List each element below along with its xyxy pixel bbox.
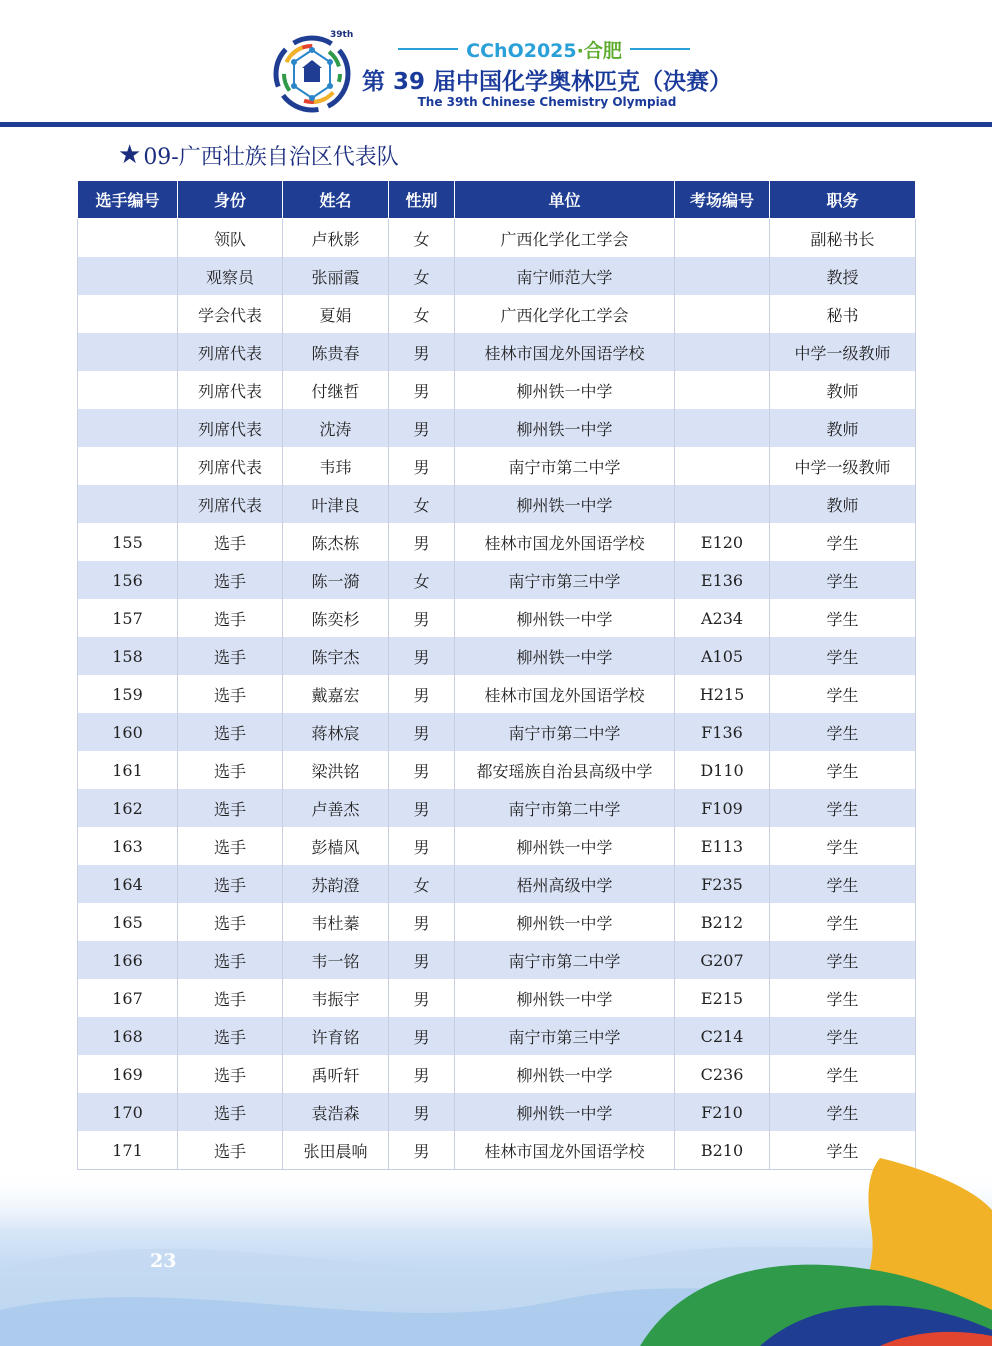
gender-cell: 男 [389, 333, 455, 371]
gender-cell: 男 [389, 1093, 455, 1131]
name-cell: 韦一铭 [283, 941, 389, 979]
participant-id-cell [78, 333, 178, 371]
exam-room-cell: C214 [675, 1017, 770, 1055]
gender-cell: 男 [389, 599, 455, 637]
name-cell: 陈贵春 [283, 333, 389, 371]
role-cell: 列席代表 [178, 371, 283, 409]
position-cell: 学生 [770, 1093, 916, 1131]
name-cell: 袁浩森 [283, 1093, 389, 1131]
role-cell: 选手 [178, 713, 283, 751]
position-cell: 学生 [770, 599, 916, 637]
role-cell: 选手 [178, 1017, 283, 1055]
table-row [78, 599, 916, 637]
gender-cell: 男 [389, 751, 455, 789]
position-cell: 学生 [770, 865, 916, 903]
table-row [78, 675, 916, 713]
participant-id-cell: 157 [78, 599, 178, 637]
page-header [0, 0, 992, 128]
position-cell: 学生 [770, 561, 916, 599]
role-cell: 列席代表 [178, 485, 283, 523]
name-cell: 韦玮 [283, 447, 389, 485]
table-row [78, 713, 916, 751]
position-cell: 学生 [770, 713, 916, 751]
table-row [78, 219, 916, 258]
institution-cell: 柳州铁一中学 [455, 371, 675, 409]
table-row [78, 1055, 916, 1093]
role-cell: 选手 [178, 637, 283, 675]
participant-id-cell: 161 [78, 751, 178, 789]
exam-room-cell: F235 [675, 865, 770, 903]
gender-cell: 男 [389, 409, 455, 447]
position-cell: 学生 [770, 1055, 916, 1093]
name-cell: 禹听轩 [283, 1055, 389, 1093]
position-cell: 中学一级教师 [770, 447, 916, 485]
exam-room-cell: C236 [675, 1055, 770, 1093]
exam-room-cell: E215 [675, 979, 770, 1017]
exam-room-cell [675, 333, 770, 371]
gender-cell: 男 [389, 675, 455, 713]
participant-id-cell [78, 409, 178, 447]
gender-cell: 女 [389, 561, 455, 599]
column-header: 职务 [770, 181, 916, 219]
column-header: 选手编号 [78, 181, 178, 219]
column-header: 身份 [178, 181, 283, 219]
role-cell: 选手 [178, 1055, 283, 1093]
name-cell: 陈宇杰 [283, 637, 389, 675]
name-cell: 付继哲 [283, 371, 389, 409]
institution-cell: 都安瑶族自治县高级中学 [455, 751, 675, 789]
gender-cell: 男 [389, 789, 455, 827]
role-cell: 选手 [178, 675, 283, 713]
participant-id-cell: 162 [78, 789, 178, 827]
position-cell: 教师 [770, 371, 916, 409]
exam-room-cell: G207 [675, 941, 770, 979]
table-row [78, 827, 916, 865]
footer-decoration [0, 1150, 992, 1346]
table-row [78, 751, 916, 789]
role-cell: 选手 [178, 523, 283, 561]
institution-cell: 广西化学化工学会 [455, 219, 675, 258]
name-cell: 陈杰栋 [283, 523, 389, 561]
event-title-en: The 39th Chinese Chemistry Olympiad [417, 95, 677, 109]
role-cell: 列席代表 [178, 409, 283, 447]
institution-cell: 桂林市国龙外国语学校 [455, 523, 675, 561]
role-cell: 学会代表 [178, 295, 283, 333]
institution-cell: 柳州铁一中学 [455, 1055, 675, 1093]
exam-room-cell [675, 371, 770, 409]
gender-cell: 男 [389, 903, 455, 941]
logo-superscript: 39th [330, 30, 354, 40]
role-cell: 选手 [178, 1131, 283, 1170]
name-cell: 彭樯风 [283, 827, 389, 865]
role-cell: 选手 [178, 827, 283, 865]
participant-id-cell: 163 [78, 827, 178, 865]
position-cell: 学生 [770, 637, 916, 675]
position-cell: 学生 [770, 979, 916, 1017]
column-header: 单位 [455, 181, 675, 219]
team-roster-table [77, 180, 916, 1170]
gender-cell: 男 [389, 1055, 455, 1093]
role-cell: 选手 [178, 599, 283, 637]
event-title-cn: 第 39 届中国化学奥林匹克（决赛） [362, 69, 733, 95]
name-cell: 戴嘉宏 [283, 675, 389, 713]
name-cell: 陈一漪 [283, 561, 389, 599]
position-cell: 教师 [770, 409, 916, 447]
exam-room-cell: A105 [675, 637, 770, 675]
gender-cell: 男 [389, 523, 455, 561]
name-cell: 韦杜蓁 [283, 903, 389, 941]
role-cell: 选手 [178, 1093, 283, 1131]
position-cell: 学生 [770, 751, 916, 789]
institution-cell: 桂林市国龙外国语学校 [455, 1131, 675, 1170]
table-body [78, 219, 916, 1170]
institution-cell: 南宁市第二中学 [455, 941, 675, 979]
star-icon: ★ [118, 140, 142, 170]
exam-room-cell: F136 [675, 713, 770, 751]
position-cell: 学生 [770, 1017, 916, 1055]
gender-cell: 男 [389, 941, 455, 979]
event-title-main: CChO2025 [466, 39, 577, 62]
exam-room-cell: E120 [675, 523, 770, 561]
institution-cell: 南宁市第二中学 [455, 447, 675, 485]
role-cell: 选手 [178, 789, 283, 827]
exam-room-cell [675, 295, 770, 333]
name-cell: 张丽霞 [283, 257, 389, 295]
table-row [78, 523, 916, 561]
gender-cell: 女 [389, 295, 455, 333]
participant-id-cell: 167 [78, 979, 178, 1017]
table-row [78, 485, 916, 523]
exam-room-cell: H215 [675, 675, 770, 713]
position-cell: 学生 [770, 1131, 916, 1170]
participant-id-cell: 159 [78, 675, 178, 713]
exam-room-cell: D110 [675, 751, 770, 789]
exam-room-cell: B210 [675, 1131, 770, 1170]
institution-cell: 广西化学化工学会 [455, 295, 675, 333]
position-cell: 副秘书长 [770, 219, 916, 258]
gender-cell: 男 [389, 827, 455, 865]
name-cell: 许育铭 [283, 1017, 389, 1055]
title-rule-left [398, 48, 458, 50]
name-cell: 陈奕杉 [283, 599, 389, 637]
participant-id-cell [78, 371, 178, 409]
exam-room-cell: B212 [675, 903, 770, 941]
role-cell: 选手 [178, 941, 283, 979]
exam-room-cell: E136 [675, 561, 770, 599]
participant-id-cell: 165 [78, 903, 178, 941]
name-cell: 卢秋影 [283, 219, 389, 258]
gender-cell: 男 [389, 1017, 455, 1055]
gender-cell: 女 [389, 865, 455, 903]
exam-room-cell: E113 [675, 827, 770, 865]
gender-cell: 男 [389, 1131, 455, 1170]
position-cell: 秘书 [770, 295, 916, 333]
institution-cell: 桂林市国龙外国语学校 [455, 333, 675, 371]
role-cell: 选手 [178, 979, 283, 1017]
name-cell: 卢善杰 [283, 789, 389, 827]
ccho-logo-icon [266, 30, 358, 114]
table-row [78, 865, 916, 903]
institution-cell: 柳州铁一中学 [455, 979, 675, 1017]
institution-cell: 南宁市第三中学 [455, 1017, 675, 1055]
participant-id-cell [78, 485, 178, 523]
participant-id-cell: 169 [78, 1055, 178, 1093]
exam-room-cell: F210 [675, 1093, 770, 1131]
name-cell: 苏韵澄 [283, 865, 389, 903]
gender-cell: 女 [389, 219, 455, 258]
participant-id-cell: 170 [78, 1093, 178, 1131]
role-cell: 选手 [178, 561, 283, 599]
gender-cell: 女 [389, 485, 455, 523]
institution-cell: 柳州铁一中学 [455, 1093, 675, 1131]
gender-cell: 男 [389, 979, 455, 1017]
table-row [78, 789, 916, 827]
participant-id-cell: 156 [78, 561, 178, 599]
participant-id-cell: 158 [78, 637, 178, 675]
institution-cell: 南宁市第二中学 [455, 789, 675, 827]
table-row [78, 561, 916, 599]
page-number: 23 [150, 1250, 177, 1272]
event-title [466, 36, 622, 63]
position-cell: 教师 [770, 485, 916, 523]
exam-room-cell [675, 409, 770, 447]
institution-cell: 柳州铁一中学 [455, 903, 675, 941]
event-title-city: ·合肥 [576, 39, 622, 62]
gender-cell: 男 [389, 447, 455, 485]
role-cell: 领队 [178, 219, 283, 258]
name-cell: 张田晨响 [283, 1131, 389, 1170]
participant-id-cell: 166 [78, 941, 178, 979]
gender-cell: 男 [389, 637, 455, 675]
position-cell: 学生 [770, 941, 916, 979]
column-header: 性别 [389, 181, 455, 219]
exam-room-cell: F109 [675, 789, 770, 827]
name-cell: 梁洪铭 [283, 751, 389, 789]
gender-cell: 男 [389, 371, 455, 409]
table-header-row [78, 181, 916, 219]
role-cell: 列席代表 [178, 333, 283, 371]
team-title: 09-广西壮族自治区代表队 [143, 144, 399, 170]
institution-cell: 柳州铁一中学 [455, 599, 675, 637]
event-title-line [398, 36, 690, 62]
participant-id-cell: 160 [78, 713, 178, 751]
table-row [78, 979, 916, 1017]
participant-id-cell: 171 [78, 1131, 178, 1170]
participant-id-cell [78, 219, 178, 258]
position-cell: 学生 [770, 789, 916, 827]
position-cell: 中学一级教师 [770, 333, 916, 371]
column-header: 考场编号 [675, 181, 770, 219]
table-row [78, 409, 916, 447]
table-row [78, 295, 916, 333]
table-header [78, 181, 916, 219]
position-cell: 教授 [770, 257, 916, 295]
position-cell: 学生 [770, 903, 916, 941]
table-row [78, 1017, 916, 1055]
institution-cell: 桂林市国龙外国语学校 [455, 675, 675, 713]
role-cell: 观察员 [178, 257, 283, 295]
institution-cell: 柳州铁一中学 [455, 827, 675, 865]
position-cell: 学生 [770, 523, 916, 561]
institution-cell: 柳州铁一中学 [455, 409, 675, 447]
role-cell: 选手 [178, 865, 283, 903]
participant-id-cell [78, 295, 178, 333]
participant-id-cell: 168 [78, 1017, 178, 1055]
exam-room-cell: A234 [675, 599, 770, 637]
header-divider [0, 122, 992, 127]
name-cell: 夏娟 [283, 295, 389, 333]
participant-id-cell [78, 447, 178, 485]
participant-id-cell: 155 [78, 523, 178, 561]
gender-cell: 男 [389, 713, 455, 751]
table-row [78, 903, 916, 941]
role-cell: 选手 [178, 751, 283, 789]
exam-room-cell [675, 447, 770, 485]
name-cell: 蒋林宸 [283, 713, 389, 751]
institution-cell: 梧州高级中学 [455, 865, 675, 903]
participant-id-cell: 164 [78, 865, 178, 903]
table-row [78, 371, 916, 409]
name-cell: 韦振宇 [283, 979, 389, 1017]
name-cell: 叶津良 [283, 485, 389, 523]
name-cell: 沈涛 [283, 409, 389, 447]
exam-room-cell [675, 219, 770, 258]
table-row [78, 447, 916, 485]
table-row [78, 257, 916, 295]
table-row [78, 637, 916, 675]
position-cell: 学生 [770, 675, 916, 713]
role-cell: 列席代表 [178, 447, 283, 485]
institution-cell: 柳州铁一中学 [455, 637, 675, 675]
column-header: 姓名 [283, 181, 389, 219]
participant-id-cell [78, 257, 178, 295]
exam-room-cell [675, 257, 770, 295]
table-row [78, 941, 916, 979]
position-cell: 学生 [770, 827, 916, 865]
gender-cell: 女 [389, 257, 455, 295]
institution-cell: 南宁市第二中学 [455, 713, 675, 751]
team-heading [118, 139, 399, 171]
table-row [78, 333, 916, 371]
institution-cell: 柳州铁一中学 [455, 485, 675, 523]
title-rule-right [630, 48, 690, 50]
institution-cell: 南宁市第三中学 [455, 561, 675, 599]
exam-room-cell [675, 485, 770, 523]
table-row [78, 1093, 916, 1131]
role-cell: 选手 [178, 903, 283, 941]
institution-cell: 南宁师范大学 [455, 257, 675, 295]
